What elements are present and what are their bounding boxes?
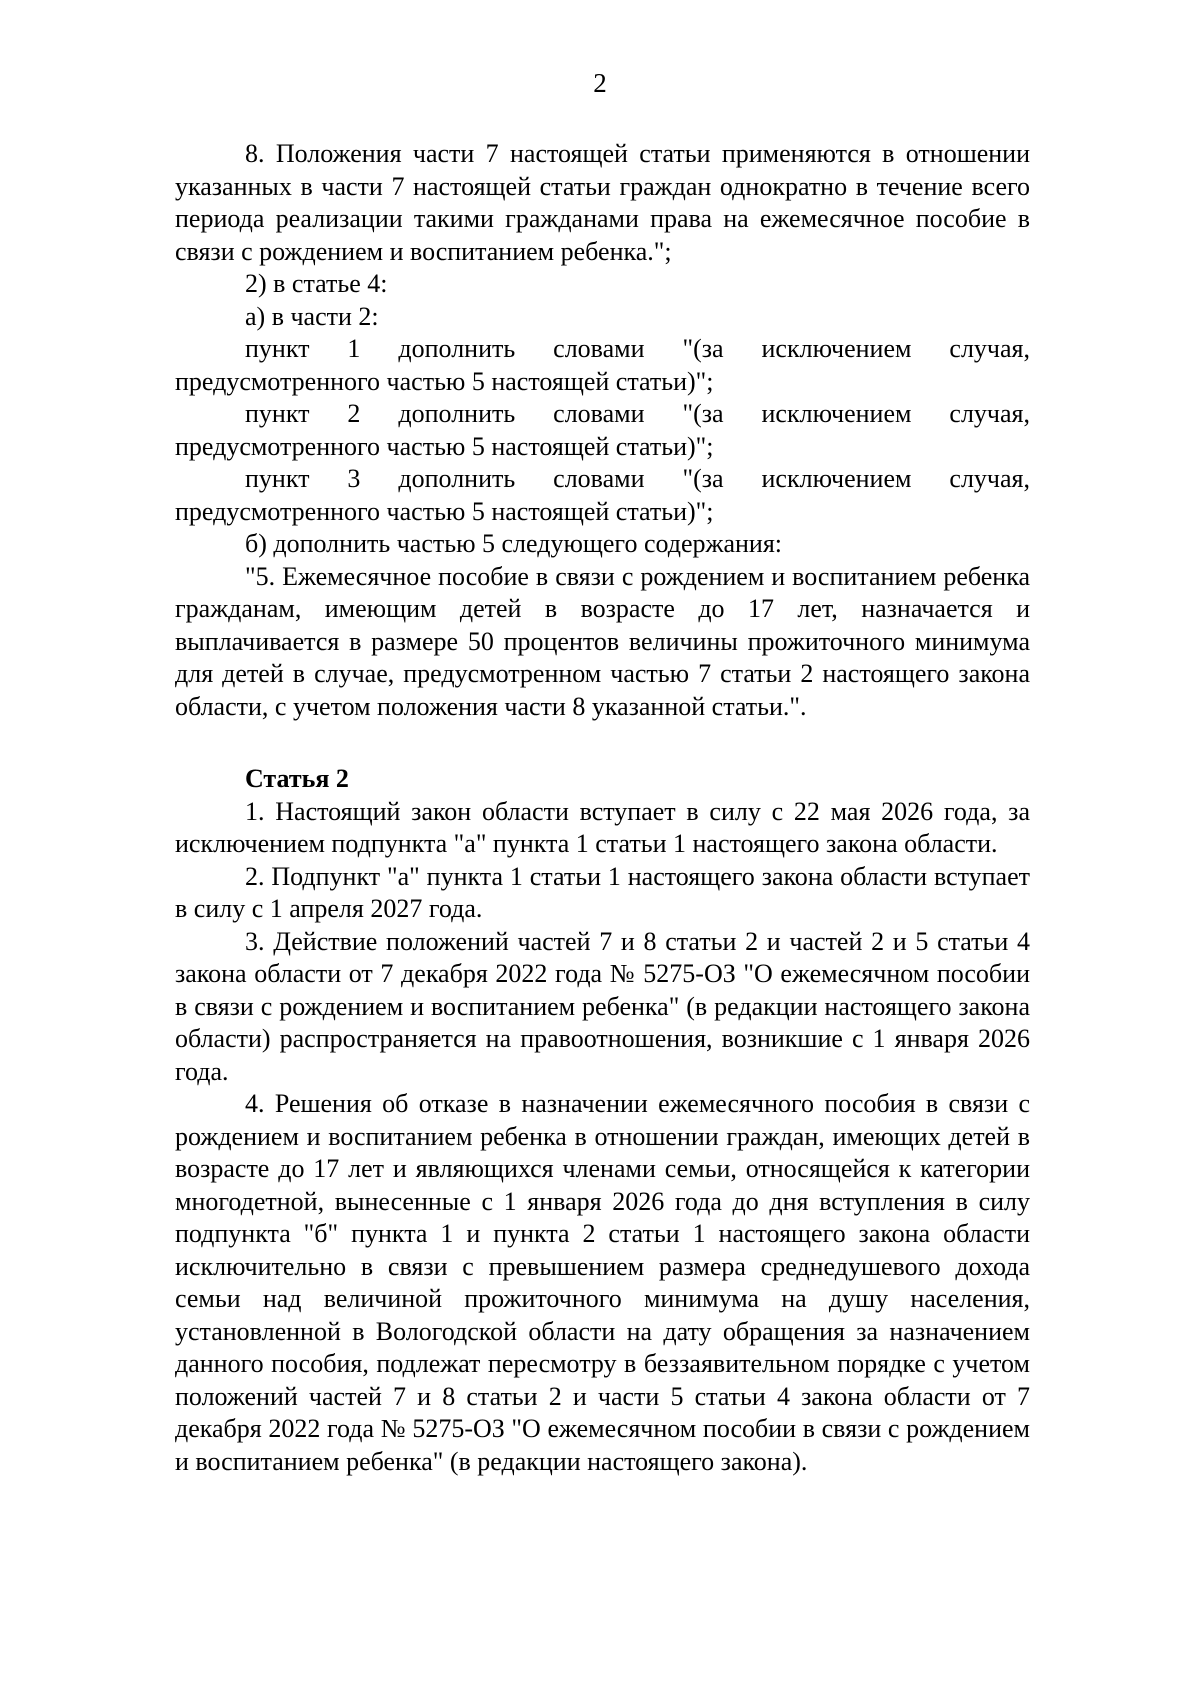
article-2-paragraph-1: 1. Настоящий закон области вступает в силу с 22 мая 2026 года, за исключением подпункта "а" пункта 1 статьи 1 настоящего закона области. [175,796,1030,858]
paragraph-item-2: пункт 2 дополнить словами "(за исключением случая, предусмотренного частью 5 настоящей статьи)"; [175,399,1030,461]
article-2-paragraph-2: 2. Подпункт "а" пункта 1 статьи 1 настоящего закона области вступает в силу с 1 апреля 2027 года. [175,861,1030,923]
paragraph-item-3: пункт 3 дополнить словами "(за исключением случая, предусмотренного частью 5 настоящей статьи)"; [175,464,1030,526]
paragraph-article-4-amendment: 2) в статье 4: [245,269,388,298]
paragraph-part-8: 8. Положения части 7 настоящей статьи применяются в отношении указанных в части 7 настоящей статьи граждан однократно в течение всего периода реализации такими гражданами права на ежемесячное пособие в связи с рождением и воспитанием ребенка."; [175,139,1030,266]
paragraph-item-1: пункт 1 дополнить словами "(за исключением случая, предусмотренного частью 5 настоящей статьи)"; [175,334,1030,396]
document-body [175,138,1030,1478]
article-2-paragraph-4: 4. Решения об отказе в назначении ежемесячного пособия в связи с рождением и воспитанием ребенка в отношении граждан, имеющих детей в возрасте до 17 лет и являющихся членами семьи, относящейся к категории многодетной, вынесенные с 1 января 2026 года до дня вступления в силу подпункта "б" пункта 1 и пункта 2 статьи 1 настоящего закона области исключительно в связи с превышением размера среднедушевого дохода семьи над величиной прожиточного минимума на душу населения, установленной в Вологодской области на дату обращения за назначением данного пособия, подлежат пересмотру в беззаявительном порядке с учетом положений частей 7 и 8 статьи 2 и части 5 статьи 4 закона области от 7 декабря 2022 года № 5275-ОЗ "О ежемесячном пособии в связи с рождением и воспитанием ребенка" (в редакции настоящего закона). [175,1089,1030,1476]
article-2-heading: Статья 2 [245,764,349,793]
paragraph-add-part-5: б) дополнить частью 5 следующего содержания: [245,529,783,558]
page-number: 2 [593,68,607,98]
paragraph-part-5-text: "5. Ежемесячное пособие в связи с рождением и воспитанием ребенка гражданам, имеющим детей в возрасте до 17 лет, назначается и выплачивается в размере 50 процентов величины прожиточного минимума для детей в случае, предусмотренном частью 7 статьи 2 настоящего закона области, с учетом положения части 8 указанной статьи.". [175,561,1030,721]
paragraph-part-2-intro: а) в части 2: [245,301,379,331]
article-2-paragraph-3: 3. Действие положений частей 7 и 8 статьи 2 и частей 2 и 5 статьи 4 закона области от 7 декабря 2022 года № 5275-ОЗ "О ежемесячном пособии в связи с рождением и воспитанием ребенка" (в редакции настоящего закона области) распространяется на правоотношения, возникшие с 1 января 2026 года. [175,926,1030,1086]
